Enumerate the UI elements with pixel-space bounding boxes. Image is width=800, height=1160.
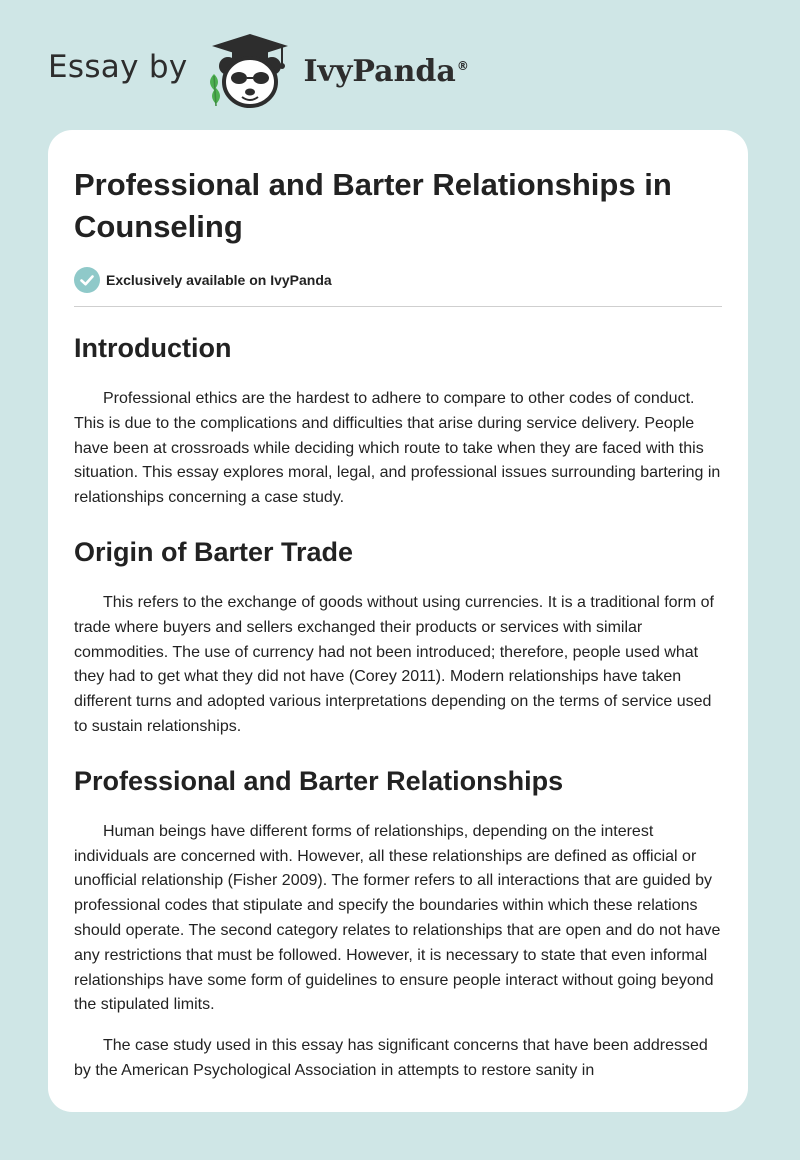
paragraph: This refers to the exchange of goods without using currencies. It is a traditional form of trade where buyers and sellers exchanged their products or services with similar commodities. The use of currency had not been introduced; therefore, people used what they had to get what they did not have (Corey 2011). Modern relationships have taken different turns and adopted various interpretations depending on the terms of service used to sustain relationships. (74, 593, 714, 735)
section-introduction (74, 331, 722, 511)
registered-mark: ® (456, 58, 469, 73)
essay-title: Professional and Barter Relationships in Counseling (74, 167, 672, 244)
site-brand[interactable] (48, 30, 469, 110)
paragraph: Professional ethics are the hardest to adhere to compare to other codes of conduct. This is due to the complications and difficulties that arise during service delivery. People have been at crossroads while deciding which route to take when they are faced with this situation. This essay explores moral, legal, and professional issues surrounding bartering in relationships concerning a case study. (74, 390, 721, 507)
panda-graduate-icon (202, 30, 298, 110)
section-heading: Origin of Barter Trade (74, 536, 354, 567)
badge-text: Exclusively available on IvyPanda (106, 272, 332, 288)
brand-prefix: Essay by (48, 49, 188, 85)
section-professional-and-barter-relationships (74, 764, 722, 1084)
section-heading: Introduction (74, 333, 232, 363)
exclusive-badge (74, 266, 722, 294)
check-circle-icon (74, 267, 100, 293)
essay-card (48, 130, 748, 1112)
paragraph: The case study used in this essay has significant concerns that have been addressed by the American Psychological Association in attempts to restore sanity in (74, 1037, 708, 1079)
section-origin-of-barter-trade (74, 535, 722, 740)
section-heading: Professional and Barter Relationships (74, 765, 564, 796)
brand-name: IvyPanda® (303, 53, 469, 89)
paragraph: Human beings have different forms of relationships, depending on the interest individuals are concerned with. However, all these relationships are defined as official or unofficial relationship (Fisher 2009). The former refers to all interactions that are guided by professional codes that stipulate and specify the boundaries within which these relations should operate. The second category relates to relationships that are open and do not have any restrictions that must be followed. However, it is necessary to state that even informal relationships have some form of guidelines to ensure people interact without going beyond the stipulated limits. (74, 822, 721, 1014)
title-divider (74, 306, 722, 307)
